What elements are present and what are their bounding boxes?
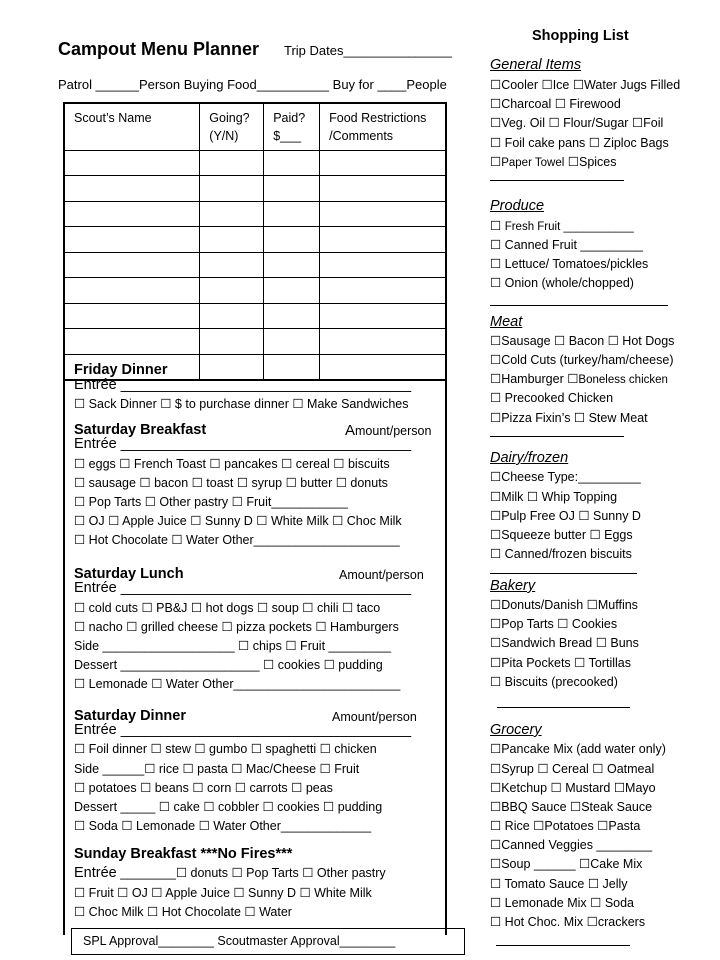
roster-row[interactable]	[64, 176, 446, 202]
page-title: Campout Menu Planner	[58, 39, 260, 59]
shopping-item[interactable]: ☐Ketchup ☐ Mustard ☐Mayo	[490, 781, 656, 795]
divider	[497, 707, 630, 708]
shopping-item[interactable]: ☐ Lettuce/ Tomatoes/pickles	[490, 257, 649, 271]
roster-row[interactable]	[64, 150, 446, 176]
col-food-restrictions: Food Restrictions /Comments	[320, 103, 446, 150]
saturday-breakfast-line[interactable]: ☐ eggs ☐ French Toast ☐ pancakes ☐ cereal ☐ biscuits	[74, 457, 390, 471]
divider	[490, 573, 637, 574]
saturday-dinner-amount: Amount/person	[332, 710, 417, 724]
saturday-breakfast-line[interactable]: ☐ OJ ☐ Apple Juice ☐ Sunny D ☐ White Milk ☐ Choc Milk	[74, 514, 402, 528]
saturday-breakfast-entree[interactable]: Entrée ____________________________________	[74, 436, 412, 452]
saturday-dinner-line[interactable]: ☐ Foil dinner ☐ stew ☐ gumbo ☐ spaghetti ☐ chicken	[74, 742, 377, 756]
shopping-item[interactable]: ☐Soup ______ ☐Cake Mix	[490, 857, 643, 871]
roster-header-row	[64, 103, 446, 150]
shopping-item[interactable]: ☐Donuts/Danish ☐Muffins	[490, 598, 638, 612]
shopping-item[interactable]: ☐Pulp Free OJ ☐ Sunny D	[490, 509, 641, 523]
roster-row[interactable]	[64, 252, 446, 278]
saturday-breakfast-line[interactable]: ☐ Hot Chocolate ☐ Water Other_____________________	[74, 533, 400, 547]
shopping-item[interactable]: ☐ Foil cake pans ☐ Ziploc Bags	[490, 136, 669, 150]
divider	[490, 305, 668, 306]
bakery-heading: Bakery	[490, 578, 536, 594]
meat-heading: Meat	[490, 314, 523, 330]
col-scout-name: Scout’s Name	[64, 103, 200, 150]
approval-box[interactable]: SPL Approval________ Scoutmaster Approval________	[71, 928, 465, 955]
sunday-breakfast-line[interactable]: ☐ Fruit ☐ OJ ☐ Apple Juice ☐ Sunny D ☐ White Milk	[74, 886, 372, 900]
saturday-dinner-entree[interactable]: Entrée ____________________________________	[74, 722, 412, 738]
divider	[490, 180, 624, 181]
shopping-item[interactable]: ☐Veg. Oil ☐ Flour/Sugar ☐Foil	[490, 116, 664, 130]
shopping-item[interactable]: ☐ Tomato Sauce ☐ Jelly	[490, 877, 628, 891]
shopping-item[interactable]: ☐ Precooked Chicken	[490, 391, 614, 405]
shopping-item[interactable]: ☐ Hot Choc. Mix ☐crackers	[490, 915, 646, 929]
shopping-item[interactable]: ☐Pancake Mix (add water only)	[490, 742, 666, 756]
col-paid: Paid? $___	[264, 103, 320, 150]
shopping-item[interactable]: ☐ Canned Fruit _________	[490, 238, 643, 252]
saturday-breakfast-line[interactable]: ☐ sausage ☐ bacon ☐ toast ☐ syrup ☐ butter ☐ donuts	[74, 476, 388, 490]
saturday-dinner-title: Saturday Dinner	[74, 708, 186, 724]
saturday-breakfast-amount: Amount/person	[345, 422, 432, 439]
shopping-item[interactable]: ☐Squeeze butter ☐ Eggs	[490, 528, 633, 542]
patrol-line[interactable]: Patrol ______Person Buying Food__________ Buy for ____People	[58, 77, 447, 92]
saturday-dinner-line[interactable]: ☐ Soda ☐ Lemonade ☐ Water Other_____________	[74, 819, 372, 833]
saturday-dinner-line[interactable]: Side ______☐ rice ☐ pasta ☐ Mac/Cheese ☐ Fruit	[74, 762, 360, 776]
shopping-item[interactable]: ☐Pop Tarts ☐ Cookies	[490, 617, 618, 631]
shopping-item[interactable]: ☐ Lemonade Mix ☐ Soda	[490, 896, 635, 910]
shopping-item[interactable]: ☐Sausage ☐ Bacon ☐ Hot Dogs	[490, 334, 675, 348]
shopping-item[interactable]: ☐Paper Towel ☐Spices	[490, 155, 617, 169]
shopping-item[interactable]: ☐ Fresh Fruit ___________	[490, 219, 634, 233]
shopping-item[interactable]: ☐Charcoal ☐ Firewood	[490, 97, 621, 111]
shopping-item[interactable]: ☐Cooler ☐Ice ☐Water Jugs Filled	[490, 78, 681, 92]
general-items-heading: General Items	[490, 57, 582, 73]
divider	[496, 945, 630, 946]
col-going: Going? (Y/N)	[200, 103, 264, 150]
saturday-lunch-title: Saturday Lunch	[74, 566, 184, 582]
friday-dinner-title: Friday Dinner	[74, 362, 168, 378]
sunday-breakfast-entree[interactable]: Entrée ________☐ donuts ☐ Pop Tarts ☐ Other pastry	[74, 865, 386, 881]
shopping-item[interactable]: ☐ Rice ☐Potatoes ☐Pasta	[490, 819, 641, 833]
sunday-breakfast-title: Sunday Breakfast ***No Fires***	[74, 846, 293, 862]
roster-row[interactable]	[64, 303, 446, 329]
roster-row[interactable]	[64, 201, 446, 227]
saturday-lunch-line[interactable]: Dessert ____________________ ☐ cookies ☐ pudding	[74, 658, 383, 672]
shopping-item[interactable]: ☐BBQ Sauce ☐Steak Sauce	[490, 800, 653, 814]
roster-row[interactable]	[64, 227, 446, 253]
shopping-item[interactable]: ☐Pita Pockets ☐ Tortillas	[490, 656, 631, 670]
roster-row[interactable]	[64, 278, 446, 304]
shopping-list-title: Shopping List	[532, 28, 629, 44]
shopping-item[interactable]: ☐ Canned/frozen biscuits	[490, 547, 632, 561]
shopping-item[interactable]: ☐Milk ☐ Whip Topping	[490, 490, 618, 504]
saturday-breakfast-title: Saturday Breakfast	[74, 422, 207, 438]
roster-row[interactable]	[64, 329, 446, 355]
sunday-breakfast-line[interactable]: ☐ Choc Milk ☐ Hot Chocolate ☐ Water	[74, 905, 292, 919]
shopping-item[interactable]: ☐Sandwich Bread ☐ Buns	[490, 636, 639, 650]
saturday-lunch-line[interactable]: ☐ cold cuts ☐ PB&J ☐ hot dogs ☐ soup ☐ chili ☐ taco	[74, 601, 381, 615]
trip-dates-field[interactable]: Trip Dates_______________	[284, 43, 452, 58]
shopping-item[interactable]: ☐Canned Veggies ________	[490, 838, 653, 852]
grocery-heading: Grocery	[490, 722, 542, 738]
roster-table	[63, 102, 447, 381]
saturday-lunch-line[interactable]: ☐ nacho ☐ grilled cheese ☐ pizza pockets ☐ Hamburgers	[74, 620, 399, 634]
saturday-breakfast-line[interactable]: ☐ Pop Tarts ☐ Other pastry ☐ Fruit___________	[74, 495, 348, 509]
saturday-dinner-line[interactable]: ☐ potatoes ☐ beans ☐ corn ☐ carrots ☐ peas	[74, 781, 333, 795]
shopping-item[interactable]: ☐ Onion (whole/chopped)	[490, 276, 634, 290]
saturday-lunch-entree[interactable]: Entrée ____________________________________	[74, 580, 412, 596]
saturday-dinner-line[interactable]: Dessert _____ ☐ cake ☐ cobbler ☐ cookies ☐ pudding	[74, 800, 383, 814]
shopping-item[interactable]: ☐ Biscuits (precooked)	[490, 675, 618, 689]
saturday-lunch-line[interactable]: ☐ Lemonade ☐ Water Other________________________	[74, 677, 401, 691]
saturday-lunch-amount: Amount/person	[339, 568, 424, 582]
shopping-item[interactable]: ☐Syrup ☐ Cereal ☐ Oatmeal	[490, 762, 655, 776]
friday-dinner-options[interactable]: ☐ Sack Dinner ☐ $ to purchase dinner ☐ Make Sandwiches	[74, 397, 409, 411]
shopping-item[interactable]: ☐Hamburger ☐Boneless chicken	[490, 372, 668, 386]
shopping-item[interactable]: ☐Cheese Type:_________	[490, 470, 641, 484]
produce-heading: Produce	[490, 198, 545, 214]
friday-dinner-entree[interactable]: Entrée ____________________________________	[74, 377, 412, 393]
dairy-frozen-heading: Dairy/frozen	[490, 450, 569, 466]
shopping-item[interactable]: ☐Pizza Fixin’s ☐ Stew Meat	[490, 411, 648, 425]
shopping-item[interactable]: ☐Cold Cuts (turkey/ham/cheese)	[490, 353, 674, 367]
saturday-lunch-line[interactable]: Side ___________________ ☐ chips ☐ Fruit _________	[74, 639, 392, 653]
divider	[490, 436, 624, 437]
